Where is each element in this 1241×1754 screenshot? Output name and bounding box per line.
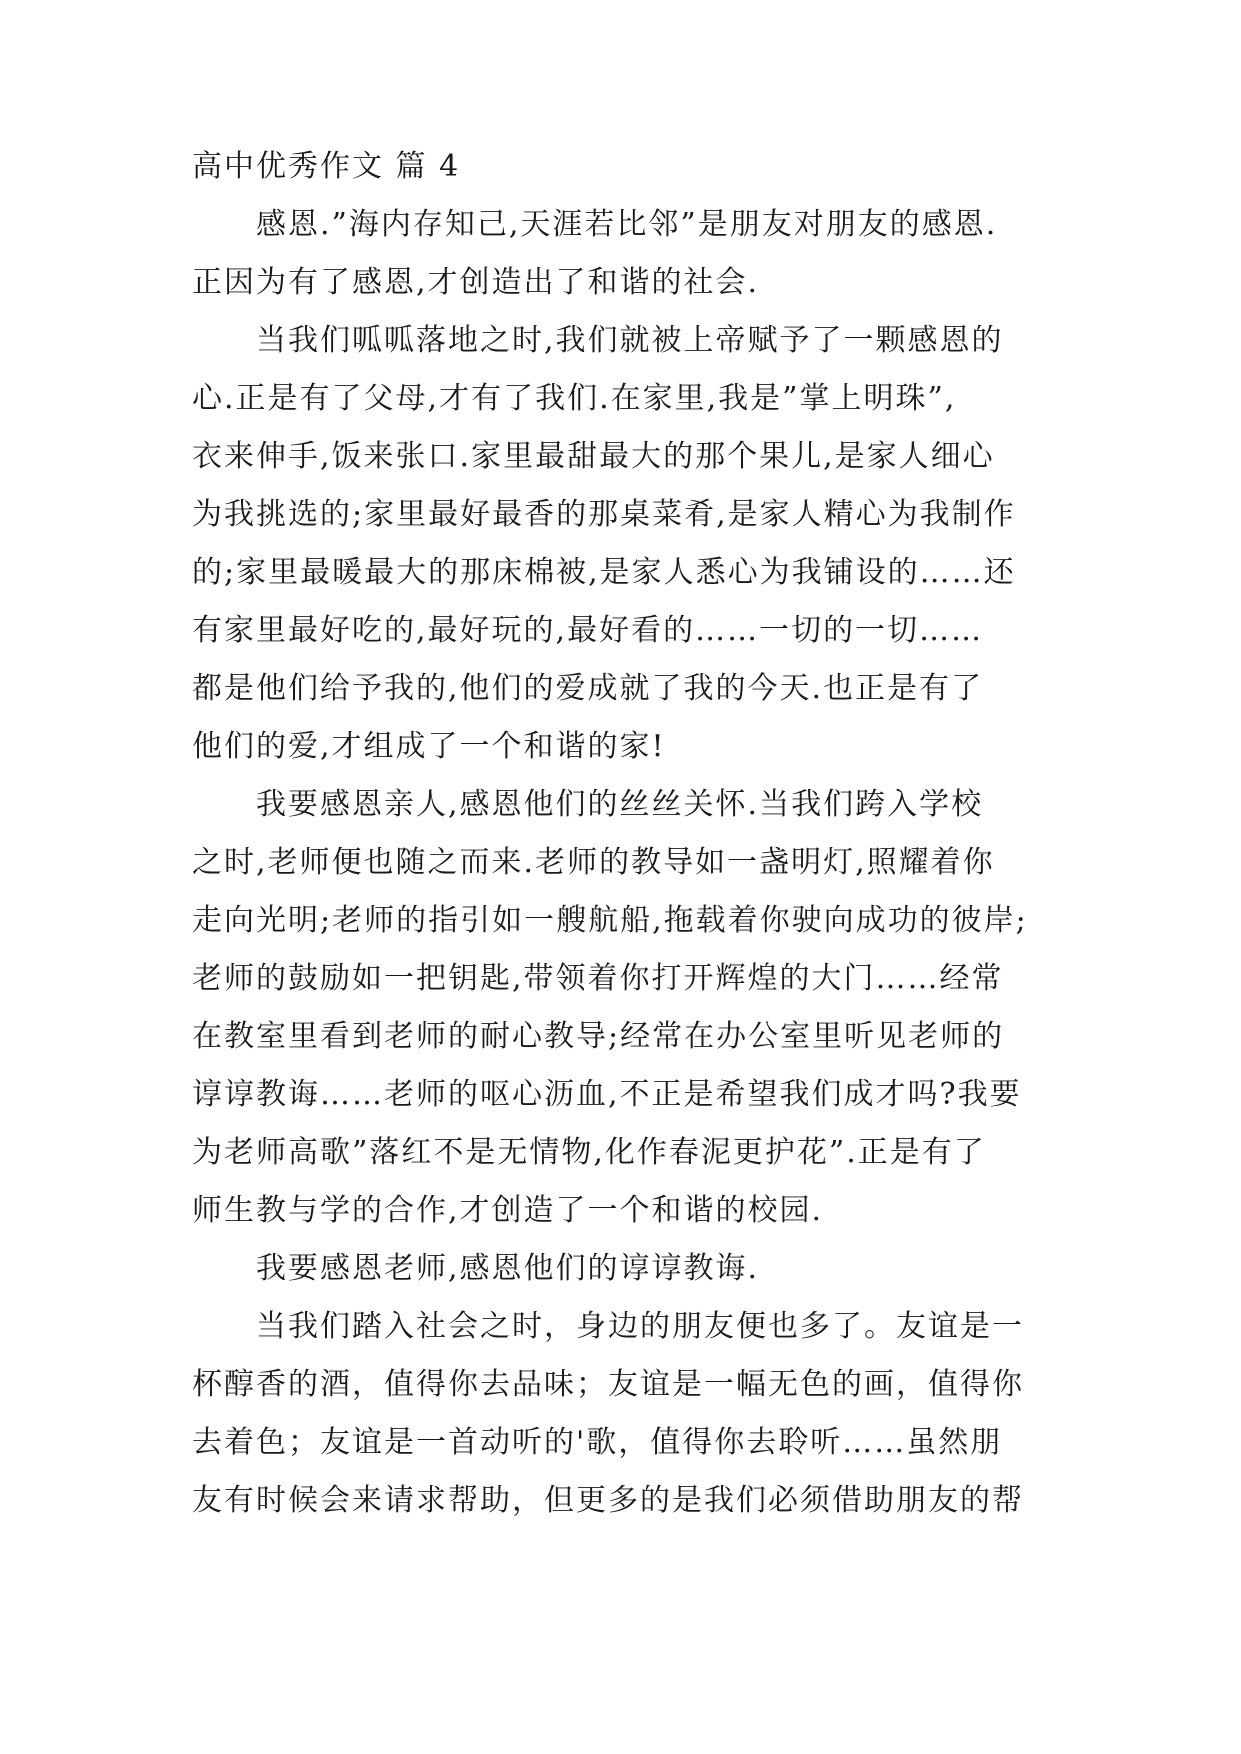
paragraph-line: 师生教与学的合作,才创造了一个和谐的校园. bbox=[192, 1193, 824, 1228]
paragraph-line: 感恩.”海内存知己,天涯若比邻”是朋友对朋友的感恩. bbox=[256, 207, 998, 242]
paragraph-line: 正因为有了感恩,才创造出了和谐的社会. bbox=[192, 265, 760, 300]
paragraph-line: 为老师高歌”落红不是无情物,化作春泥更护花”.正是有了 bbox=[192, 1135, 986, 1170]
essay-heading: 高中优秀作文 篇 4 bbox=[192, 149, 461, 184]
paragraph-line: 走向光明;老师的指引如一艘航船,拖载着你驶向成功的彼岸; bbox=[192, 903, 1028, 938]
paragraph-line: 在教室里看到老师的耐心教导;经常在办公室里听见老师的 bbox=[192, 1019, 1005, 1054]
paragraph-line: 都是他们给予我的,他们的爱成就了我的今天.也正是有了 bbox=[192, 671, 984, 706]
paragraph-line: 当我们呱呱落地之时,我们就被上帝赋予了一颗感恩的 bbox=[256, 323, 1004, 358]
paragraph-line: 友有时候会来请求帮助，但更多的是我们必须借助朋友的帮 bbox=[192, 1483, 1024, 1518]
paragraph-line: 他们的爱,才组成了一个和谐的家! bbox=[192, 729, 666, 764]
paragraph-line: 心.正是有了父母,才有了我们.在家里,我是”掌上明珠”, bbox=[192, 381, 957, 416]
paragraph-line: 谆谆教诲……老师的呕心沥血,不正是希望我们成才吗?我要 bbox=[192, 1077, 1022, 1112]
paragraph-line: 为我挑选的;家里最好最香的那桌菜肴,是家人精心为我制作 bbox=[192, 497, 1016, 532]
paragraph-line: 杯醇香的酒，值得你去品味；友谊是一幅无色的画，值得你 bbox=[192, 1367, 1024, 1402]
paragraph-line: 有家里最好吃的,最好玩的,最好看的……一切的一切…… bbox=[192, 613, 984, 648]
paragraph-line: 衣来伸手,饭来张口.家里最甜最大的那个果儿,是家人细心 bbox=[192, 439, 995, 474]
paragraph-line: 老师的鼓励如一把钥匙,带领着你打开辉煌的大门……经常 bbox=[192, 961, 1004, 996]
paragraph-line: 的;家里最暖最大的那床棉被,是家人悉心为我铺设的……还 bbox=[192, 555, 1016, 590]
essay-body bbox=[192, 138, 1052, 1530]
paragraph-line: 我要感恩老师,感恩他们的谆谆教诲. bbox=[256, 1251, 760, 1286]
paragraph-line: 之时,老师便也随之而来.老师的教导如一盏明灯,照耀着你 bbox=[192, 845, 995, 880]
paragraph-line: 当我们踏入社会之时，身边的朋友便也多了。友谊是一 bbox=[256, 1309, 1024, 1344]
paragraph-line: 我要感恩亲人,感恩他们的丝丝关怀.当我们跨入学校 bbox=[256, 787, 984, 822]
paragraph-line: 去着色；友谊是一首动听的'歌，值得你去聆听……虽然朋 bbox=[192, 1425, 1003, 1460]
